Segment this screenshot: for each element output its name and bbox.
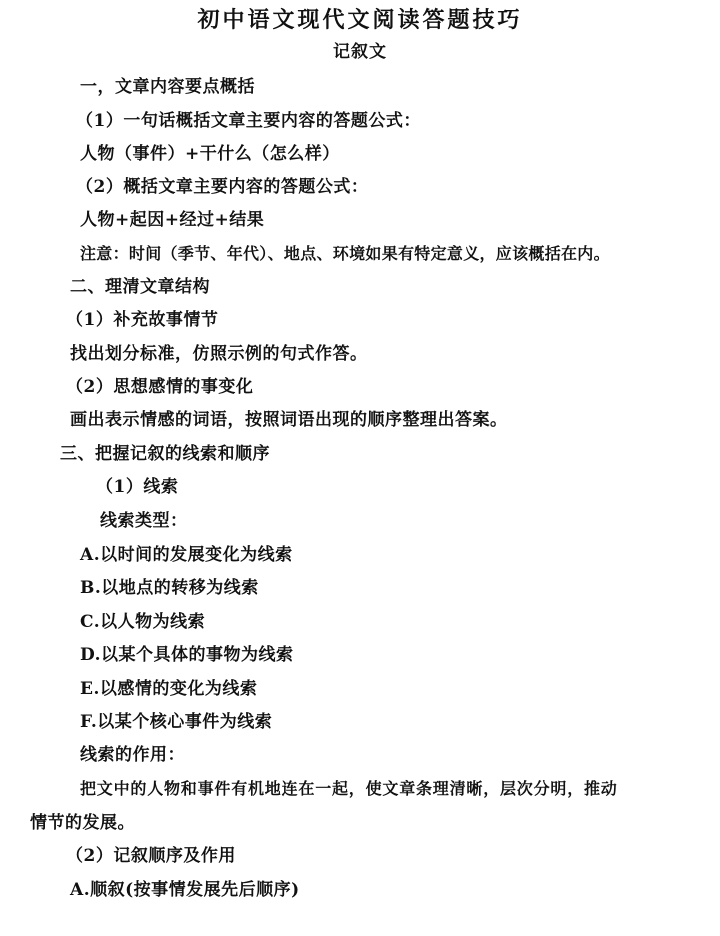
list-item: A.以时间的发展变化为线索 (80, 545, 293, 565)
list-item: F.以某个核心事件为线索 (80, 712, 273, 732)
paragraph-line: 画出表示情感的词语，按照词语出现的顺序整理出答案。 (70, 410, 508, 430)
paragraph-line: 人物（事件）+干什么（怎么样） (80, 144, 340, 164)
list-item: D.以某个具体的事物为线索 (80, 645, 294, 665)
section-heading-2: 二、理清文章结构 (70, 277, 210, 297)
paragraph-line: 线索的作用： (80, 745, 185, 765)
section-heading-3: 三、把握记叙的线索和顺序 (60, 444, 270, 464)
paragraph-line: （1）线索 (96, 477, 179, 497)
list-item: B.以地点的转移为线索 (80, 578, 259, 598)
paragraph-line: 线索类型： (100, 511, 188, 531)
paragraph-line: （1）一句话概括文章主要内容的答题公式： (76, 111, 421, 131)
list-item: E.以感情的变化为线索 (80, 679, 258, 699)
paragraph-line: 情节的发展。 (30, 813, 135, 833)
paragraph-line: 把文中的人物和事件有机地连在一起，使文章条理清晰，层次分明，推动 (80, 779, 618, 798)
paragraph-line: 找出划分标准，仿照示例的句式作答。 (70, 344, 368, 364)
list-item: C.以人物为线索 (80, 612, 206, 632)
paragraph-line: （1）补充故事情节 (66, 310, 219, 330)
paragraph-line: （2）记叙顺序及作用 (66, 846, 236, 866)
note-line: 注意：时间（季节、年代）、地点、环境如果有特定意义，应该概括在内。 (80, 244, 610, 263)
document-subtitle: 记叙文 (333, 42, 387, 62)
section-heading-1: 一，文章内容要点概括 (80, 77, 255, 97)
document-title: 初中语文现代文阅读答题技巧 (197, 7, 523, 33)
paragraph-line: 人物+起因+经过+结果 (80, 210, 265, 230)
paragraph-line: （2）思想感情的事变化 (66, 377, 254, 397)
paragraph-line: （2）概括文章主要内容的答题公式： (76, 177, 369, 197)
list-item: A.顺叙(按事情发展先后顺序) (70, 880, 300, 900)
